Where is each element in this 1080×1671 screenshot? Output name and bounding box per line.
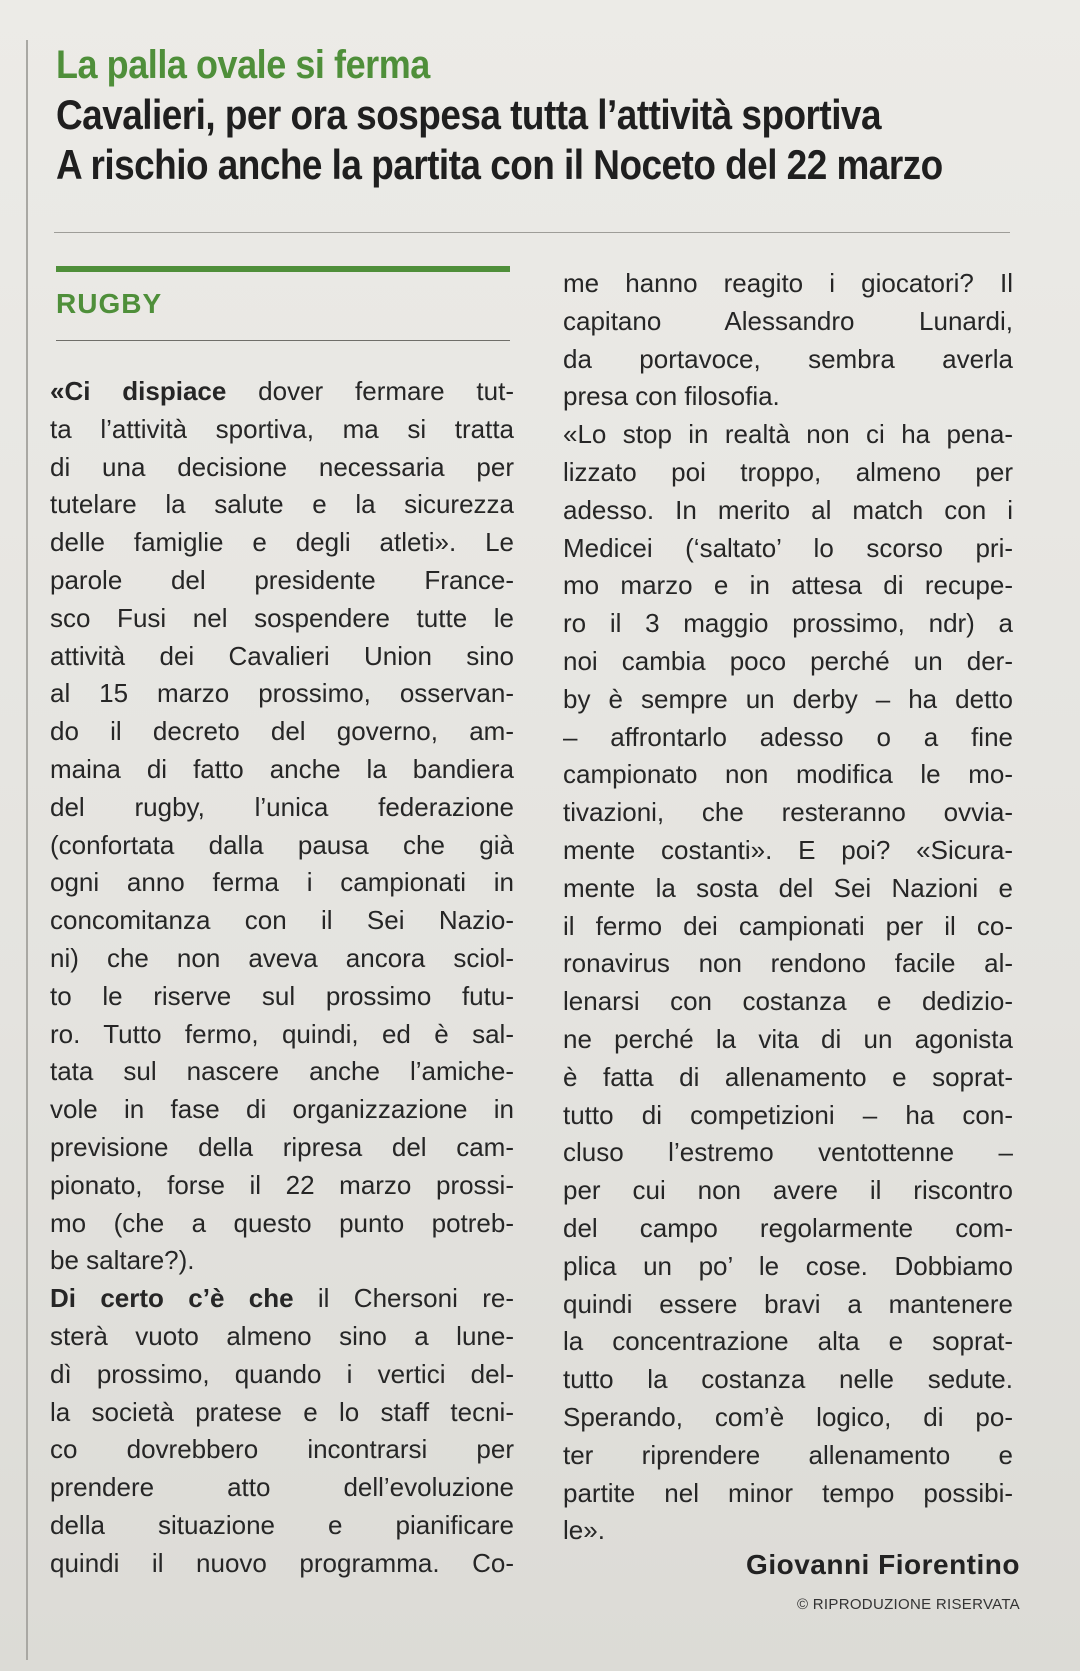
text-line (50, 675, 514, 713)
text-line (563, 341, 1013, 379)
line-text: concomitanza con il Sei Nazio- (50, 905, 514, 936)
text-line (563, 1134, 1013, 1172)
line-text: del campo regolarmente com- (563, 1212, 1013, 1243)
line-text: sterà vuoto almeno sino a lune- (50, 1320, 514, 1351)
text-line (563, 1210, 1013, 1248)
text-line (50, 940, 514, 978)
text-line (563, 1437, 1013, 1475)
text-line (563, 1248, 1013, 1286)
text-line (563, 681, 1013, 719)
line-text: me hanno reagito i giocatori? Il (563, 268, 1013, 298)
line-text: la concentrazione alta e soprat- (563, 1326, 1013, 1357)
line-text: quindi il nuovo programma. Co- (50, 1547, 514, 1578)
line-text: la società pratese e lo staff tecni- (50, 1396, 514, 1427)
line-text: to le riserve sul prossimo futu- (50, 980, 514, 1011)
copyright-notice: © RIPRODUZIONE RISERVATA (796, 1596, 1020, 1613)
line-text: tivazioni, che resteranno ovvia- (563, 797, 1013, 828)
text-line (563, 719, 1013, 757)
line-text: capitano Alessandro Lunardi, (563, 305, 1013, 336)
text-line (563, 983, 1013, 1021)
line-text: presa con filosofia. (563, 381, 780, 412)
line-text: ro. Tutto fermo, quindi, ed è sal- (50, 1018, 514, 1049)
text-line (50, 1016, 514, 1054)
text-line (50, 1205, 514, 1243)
line-text: mente la sosta del Sei Nazioni e (563, 872, 1013, 903)
text-line (50, 713, 514, 751)
text-line (50, 1242, 514, 1280)
line-text: dover fermare tut- (226, 376, 515, 406)
kicker: La palla ovale si ferma (56, 43, 430, 87)
text-line (50, 449, 514, 487)
text-line (563, 1399, 1013, 1437)
text-line (563, 303, 1013, 341)
section-label: RUGBY (56, 288, 163, 319)
title-line-2: A rischio anche la partita con il Noceto del 22 marzo (56, 141, 943, 188)
text-line (50, 524, 514, 562)
line-text: delle famiglie e degli atleti». Le (50, 527, 514, 558)
line-text: Medicei (‘saltato’ lo scorso pri- (563, 532, 1013, 563)
line-text: «Lo stop in realtà non ci ha pena- (563, 419, 1013, 450)
line-text: be saltare?). (50, 1245, 195, 1276)
line-text: parole del presidente France- (50, 564, 514, 595)
line-text: tutto di competizioni – ha con- (563, 1099, 1013, 1130)
text-line (563, 265, 1013, 303)
line-text: di una decisione necessaria per (50, 451, 514, 482)
text-line (563, 530, 1013, 568)
line-text: mo (che a questo punto potreb- (50, 1207, 514, 1238)
text-line (50, 1318, 514, 1356)
text-line (50, 1129, 514, 1167)
line-text: (confortata dalla pausa che già (50, 829, 514, 860)
text-line (50, 789, 514, 827)
headline-block (56, 40, 1046, 190)
text-line (50, 1053, 514, 1091)
text-line (563, 416, 1013, 454)
text-line (50, 373, 514, 411)
text-line (50, 1431, 514, 1469)
text-line (50, 600, 514, 638)
line-text: quindi essere bravi a mantenere (563, 1288, 1013, 1319)
line-text: per cui non avere il riscontro (563, 1175, 1013, 1206)
line-text: ne perché la vita di un agonista (563, 1023, 1013, 1054)
text-line (563, 945, 1013, 983)
line-text: cluso l’estremo ventottenne – (563, 1137, 1013, 1168)
line-text: il Chersoni re- (293, 1283, 514, 1314)
text-line (563, 1475, 1013, 1513)
text-line (563, 1172, 1013, 1210)
line-text: mente costanti». E poi? «Sicura- (563, 834, 1013, 865)
section-divider (56, 340, 510, 341)
line-text: ta l’attività sportiva, ma si tratta (50, 413, 514, 444)
line-text: ro il 3 maggio prossimo, ndr) a (563, 608, 1013, 639)
text-line (563, 1059, 1013, 1097)
line-text: by è sempre un derby – ha detto (563, 683, 1013, 714)
line-text: è fatta di allenamento e soprat- (563, 1061, 1013, 1092)
text-line (563, 643, 1013, 681)
bold-lead-in: Di certo c’è che (50, 1283, 294, 1314)
headline-divider (54, 232, 1010, 233)
text-line (50, 1394, 514, 1432)
page-fold-rule (26, 40, 28, 1660)
text-line (50, 1091, 514, 1129)
text-line (50, 486, 514, 524)
text-line (50, 1356, 514, 1394)
line-text: tutelare la salute e la sicurezza (50, 489, 514, 520)
text-line (50, 978, 514, 1016)
line-text: sco Fusi nel sospendere tutte le (50, 602, 514, 633)
line-text: adesso. In merito al match con i (563, 494, 1013, 525)
line-text: co dovrebbero incontrarsi per (50, 1434, 514, 1465)
line-text: della situazione e pianificare (50, 1509, 514, 1540)
text-line (563, 454, 1013, 492)
article-column-left (50, 373, 514, 1583)
line-text: do il decreto del governo, am- (50, 716, 514, 747)
line-text: noi cambia poco perché un der- (563, 645, 1013, 676)
text-line (563, 1097, 1013, 1135)
text-line (50, 638, 514, 676)
text-line (563, 567, 1013, 605)
text-line (563, 1361, 1013, 1399)
author-byline: Giovanni Fiorentino (746, 1549, 1020, 1580)
text-line (50, 1545, 514, 1583)
text-line (50, 827, 514, 865)
line-text: tutto la costanza nelle sedute. (563, 1364, 1013, 1395)
line-text: vole in fase di organizzazione in (50, 1094, 514, 1125)
line-text: prendere atto dell’evoluzione (50, 1472, 514, 1503)
line-text: Sperando, com’è logico, di po- (563, 1401, 1013, 1432)
text-line (50, 1507, 514, 1545)
line-text: campionato non modifica le mo- (563, 759, 1013, 790)
line-text: previsione della ripresa del cam- (50, 1131, 514, 1162)
line-text: al 15 marzo prossimo, osservan- (50, 678, 514, 709)
title-line-1: Cavalieri, per ora sospesa tutta l’attività sportiva (56, 91, 881, 138)
text-line (50, 1167, 514, 1205)
text-line (50, 1469, 514, 1507)
text-line (563, 605, 1013, 643)
text-line (50, 902, 514, 940)
section-bar (56, 266, 510, 272)
line-text: partite nel minor tempo possibi- (563, 1477, 1013, 1508)
line-text: da portavoce, sembra averla (563, 343, 1013, 374)
text-line (563, 870, 1013, 908)
line-text: ogni anno ferma i campionati in (50, 867, 514, 898)
text-line (563, 1512, 1013, 1550)
text-line (563, 794, 1013, 832)
text-line (563, 832, 1013, 870)
line-text: tata sul nascere anche l’amiche- (50, 1056, 514, 1087)
line-text: ter riprendere allenamento e (563, 1439, 1013, 1470)
text-line (563, 492, 1013, 530)
text-line (50, 411, 514, 449)
line-text: lizzato poi troppo, almeno per (563, 456, 1013, 487)
line-text: le». (563, 1515, 605, 1546)
line-text: attività dei Cavalieri Union sino (50, 640, 514, 671)
article-column-right (563, 265, 1013, 1550)
line-text: del rugby, l’unica federazione (50, 791, 514, 822)
line-text: maina di fatto anche la bandiera (50, 753, 514, 784)
line-text: pionato, forse il 22 marzo prossi- (50, 1169, 514, 1200)
text-line (50, 1280, 514, 1318)
line-text: dì prossimo, quando i vertici del- (50, 1358, 514, 1389)
text-line (563, 1323, 1013, 1361)
line-text: plica un po’ le cose. Dobbiamo (563, 1250, 1013, 1281)
line-text: il fermo dei campionati per il co- (563, 910, 1013, 941)
text-line (563, 756, 1013, 794)
text-line (563, 1286, 1013, 1324)
text-line (50, 562, 514, 600)
text-line (50, 751, 514, 789)
line-text: mo marzo e in attesa di recupe- (563, 570, 1013, 601)
line-text: – affrontarlo adesso o a fine (563, 721, 1013, 752)
text-line (563, 1021, 1013, 1059)
bold-lead-in: «Ci dispiace (50, 376, 227, 406)
line-text: ni) che non aveva ancora sciol- (50, 942, 514, 973)
line-text: lenarsi con costanza e dedizio- (563, 986, 1013, 1017)
text-line (50, 864, 514, 902)
text-line (563, 378, 1013, 416)
text-line (563, 908, 1013, 946)
line-text: ronavirus non rendono facile al- (563, 948, 1013, 979)
